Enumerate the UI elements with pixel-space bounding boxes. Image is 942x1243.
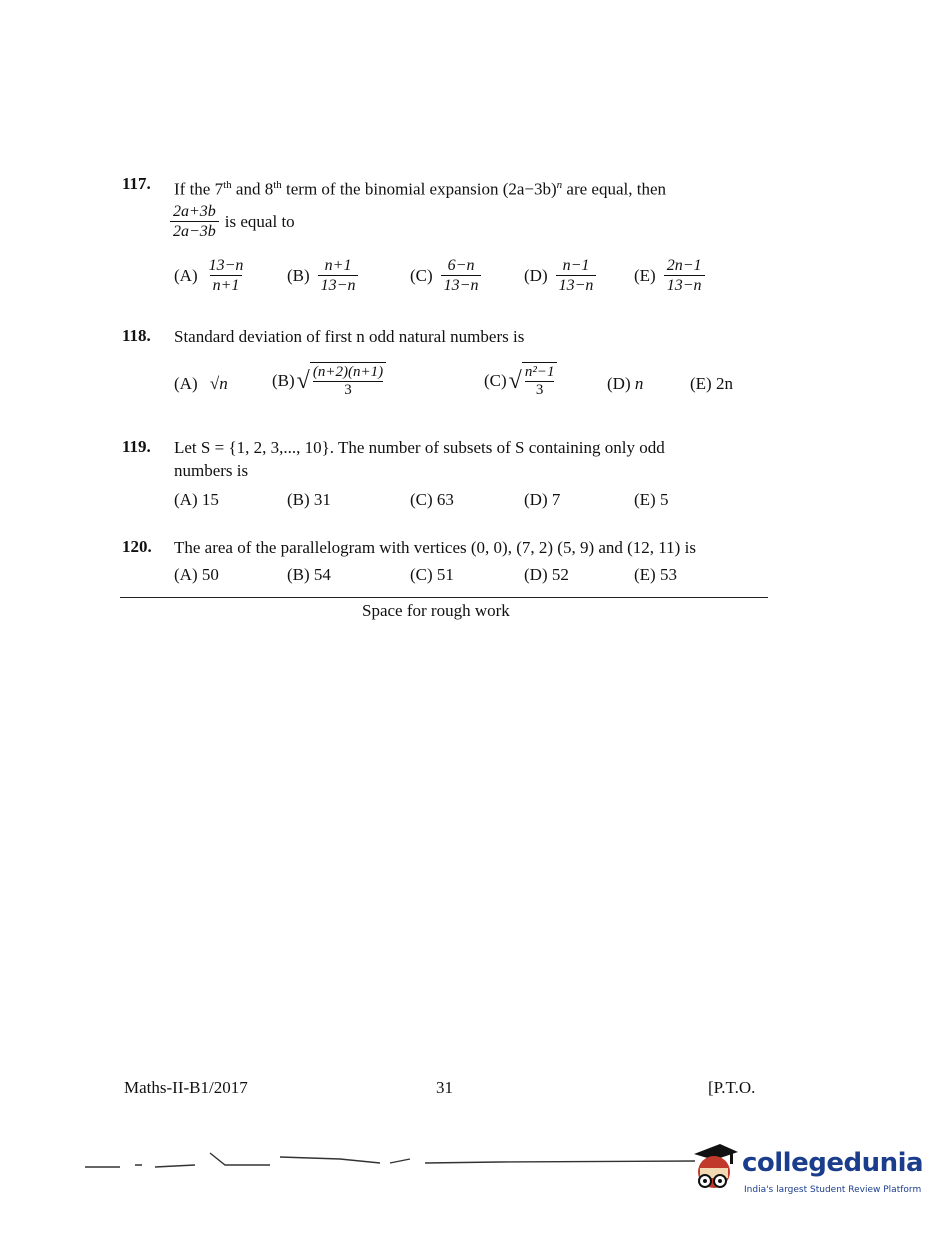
option-label: (B) bbox=[287, 490, 310, 509]
denominator: 3 bbox=[525, 381, 555, 399]
option-label: (B) bbox=[287, 565, 310, 584]
option-c[interactable] bbox=[410, 256, 481, 295]
numerator: 2n−1 bbox=[666, 257, 702, 274]
option-label: (E) bbox=[634, 265, 656, 285]
option-value: 51 bbox=[436, 565, 454, 584]
text-part: If the 7 bbox=[174, 179, 224, 199]
option-a[interactable] bbox=[174, 565, 219, 585]
numerator: n+1 bbox=[324, 257, 352, 274]
radicand bbox=[522, 362, 558, 400]
denominator: 13−n bbox=[441, 275, 482, 295]
option-value: 53 bbox=[659, 565, 677, 584]
option-value: 2n bbox=[715, 374, 733, 393]
text-part: are equal, then bbox=[562, 179, 667, 199]
option-a[interactable] bbox=[174, 490, 219, 510]
text-part: and 8 bbox=[231, 179, 274, 199]
numerator: 2a+3b bbox=[173, 203, 216, 220]
question-text-line-1: Let S = {1, 2, 3,..., 10}. The number of subsets of S containing only odd bbox=[174, 438, 665, 457]
option-value: 54 bbox=[313, 565, 331, 584]
option-value: 63 bbox=[436, 490, 454, 509]
option-label: (D) bbox=[524, 565, 548, 584]
question-number: 120. bbox=[122, 537, 152, 556]
option-d[interactable] bbox=[524, 565, 569, 585]
question-text: The area of the parallelogram with vertices (0, 0), (7, 2) (5, 9) and (12, 11) is bbox=[174, 538, 696, 557]
option-label: (E) bbox=[690, 374, 712, 393]
option-label: (E) bbox=[634, 565, 656, 584]
option-value: n bbox=[634, 374, 644, 393]
square-root bbox=[509, 362, 558, 400]
option-d[interactable] bbox=[524, 490, 560, 510]
option-label: (A) bbox=[174, 374, 198, 393]
radical-sign: √ bbox=[296, 368, 310, 394]
question-number: 118. bbox=[122, 326, 151, 345]
question-text bbox=[174, 174, 774, 201]
square-root bbox=[297, 362, 386, 400]
option-e[interactable] bbox=[634, 256, 705, 295]
option-label: (C) bbox=[410, 565, 433, 584]
option-c[interactable] bbox=[410, 490, 454, 510]
option-value: 52 bbox=[551, 565, 569, 584]
question-expression bbox=[170, 202, 295, 241]
option-e[interactable] bbox=[690, 374, 733, 394]
text-part: term of the binomial expansion (2a−3b) bbox=[281, 179, 557, 199]
option-label: (E) bbox=[634, 490, 656, 509]
question-number: 117. bbox=[122, 174, 151, 193]
option-value: 7 bbox=[551, 490, 561, 509]
collegedunia-mascot-icon bbox=[686, 1138, 746, 1198]
radical-sign: √ bbox=[508, 368, 522, 394]
option-b[interactable] bbox=[272, 362, 386, 400]
radicand bbox=[310, 362, 386, 400]
option-a[interactable] bbox=[174, 374, 228, 394]
denominator: 13−n bbox=[556, 275, 597, 295]
option-d[interactable] bbox=[607, 374, 643, 394]
option-label: (D) bbox=[607, 374, 631, 393]
option-a[interactable] bbox=[174, 256, 246, 295]
denominator: n+1 bbox=[210, 275, 243, 295]
option-value: 15 bbox=[201, 490, 219, 509]
option-label: (A) bbox=[174, 565, 198, 584]
denominator: 13−n bbox=[664, 275, 705, 295]
option-value: 50 bbox=[201, 565, 219, 584]
collegedunia-brand: collegedunia bbox=[742, 1148, 924, 1178]
option-label: (C) bbox=[410, 490, 433, 509]
option-label: (A) bbox=[174, 265, 198, 285]
numerator: n−1 bbox=[562, 257, 590, 274]
option-b[interactable] bbox=[287, 490, 331, 510]
superscript: th bbox=[223, 179, 232, 191]
option-b[interactable] bbox=[287, 256, 358, 295]
option-label: (A) bbox=[174, 490, 198, 509]
page-number: 31 bbox=[436, 1078, 453, 1097]
superscript: n bbox=[556, 179, 563, 191]
fraction bbox=[556, 256, 597, 295]
option-e[interactable] bbox=[634, 490, 668, 510]
numerator: 6−n bbox=[447, 257, 475, 274]
option-c[interactable] bbox=[410, 565, 454, 585]
option-value: 31 bbox=[313, 490, 331, 509]
expression-tail: is equal to bbox=[224, 211, 295, 231]
numerator: (n+2)(n+1) bbox=[312, 364, 384, 380]
bottom-scribble-line bbox=[80, 1145, 700, 1175]
option-e[interactable] bbox=[634, 565, 677, 585]
footer-left: Maths-II-B1/2017 bbox=[124, 1078, 248, 1097]
denominator: 2a−3b bbox=[170, 221, 219, 241]
option-b[interactable] bbox=[287, 565, 331, 585]
question-text: Standard deviation of first n odd natural numbers is bbox=[174, 327, 525, 346]
fraction bbox=[441, 256, 482, 295]
footer-right: [P.T.O. bbox=[708, 1078, 756, 1097]
option-value: √n bbox=[209, 374, 228, 393]
numerator: 13−n bbox=[208, 257, 244, 274]
option-d[interactable] bbox=[524, 256, 596, 295]
fraction bbox=[318, 256, 359, 295]
option-label: (D) bbox=[524, 490, 548, 509]
fraction bbox=[664, 256, 705, 295]
question-number: 119. bbox=[122, 437, 151, 456]
rough-work-divider bbox=[120, 597, 768, 598]
option-label: (D) bbox=[524, 265, 548, 285]
question-text-line-2: numbers is bbox=[174, 461, 249, 480]
option-label: (B) bbox=[287, 265, 310, 285]
denominator: 13−n bbox=[318, 275, 359, 295]
option-label: (C) bbox=[410, 265, 433, 285]
rough-work-label: Space for rough work bbox=[362, 601, 510, 620]
fraction bbox=[206, 256, 247, 295]
superscript: th bbox=[273, 179, 282, 191]
option-c[interactable] bbox=[484, 362, 557, 400]
option-value: 5 bbox=[659, 490, 669, 509]
denominator: 3 bbox=[313, 381, 383, 399]
collegedunia-tagline: India's largest Student Review Platform bbox=[744, 1185, 922, 1195]
option-label: (B) bbox=[272, 371, 295, 390]
numerator: n²−1 bbox=[524, 364, 555, 380]
fraction bbox=[170, 202, 219, 241]
option-label: (C) bbox=[484, 371, 507, 390]
